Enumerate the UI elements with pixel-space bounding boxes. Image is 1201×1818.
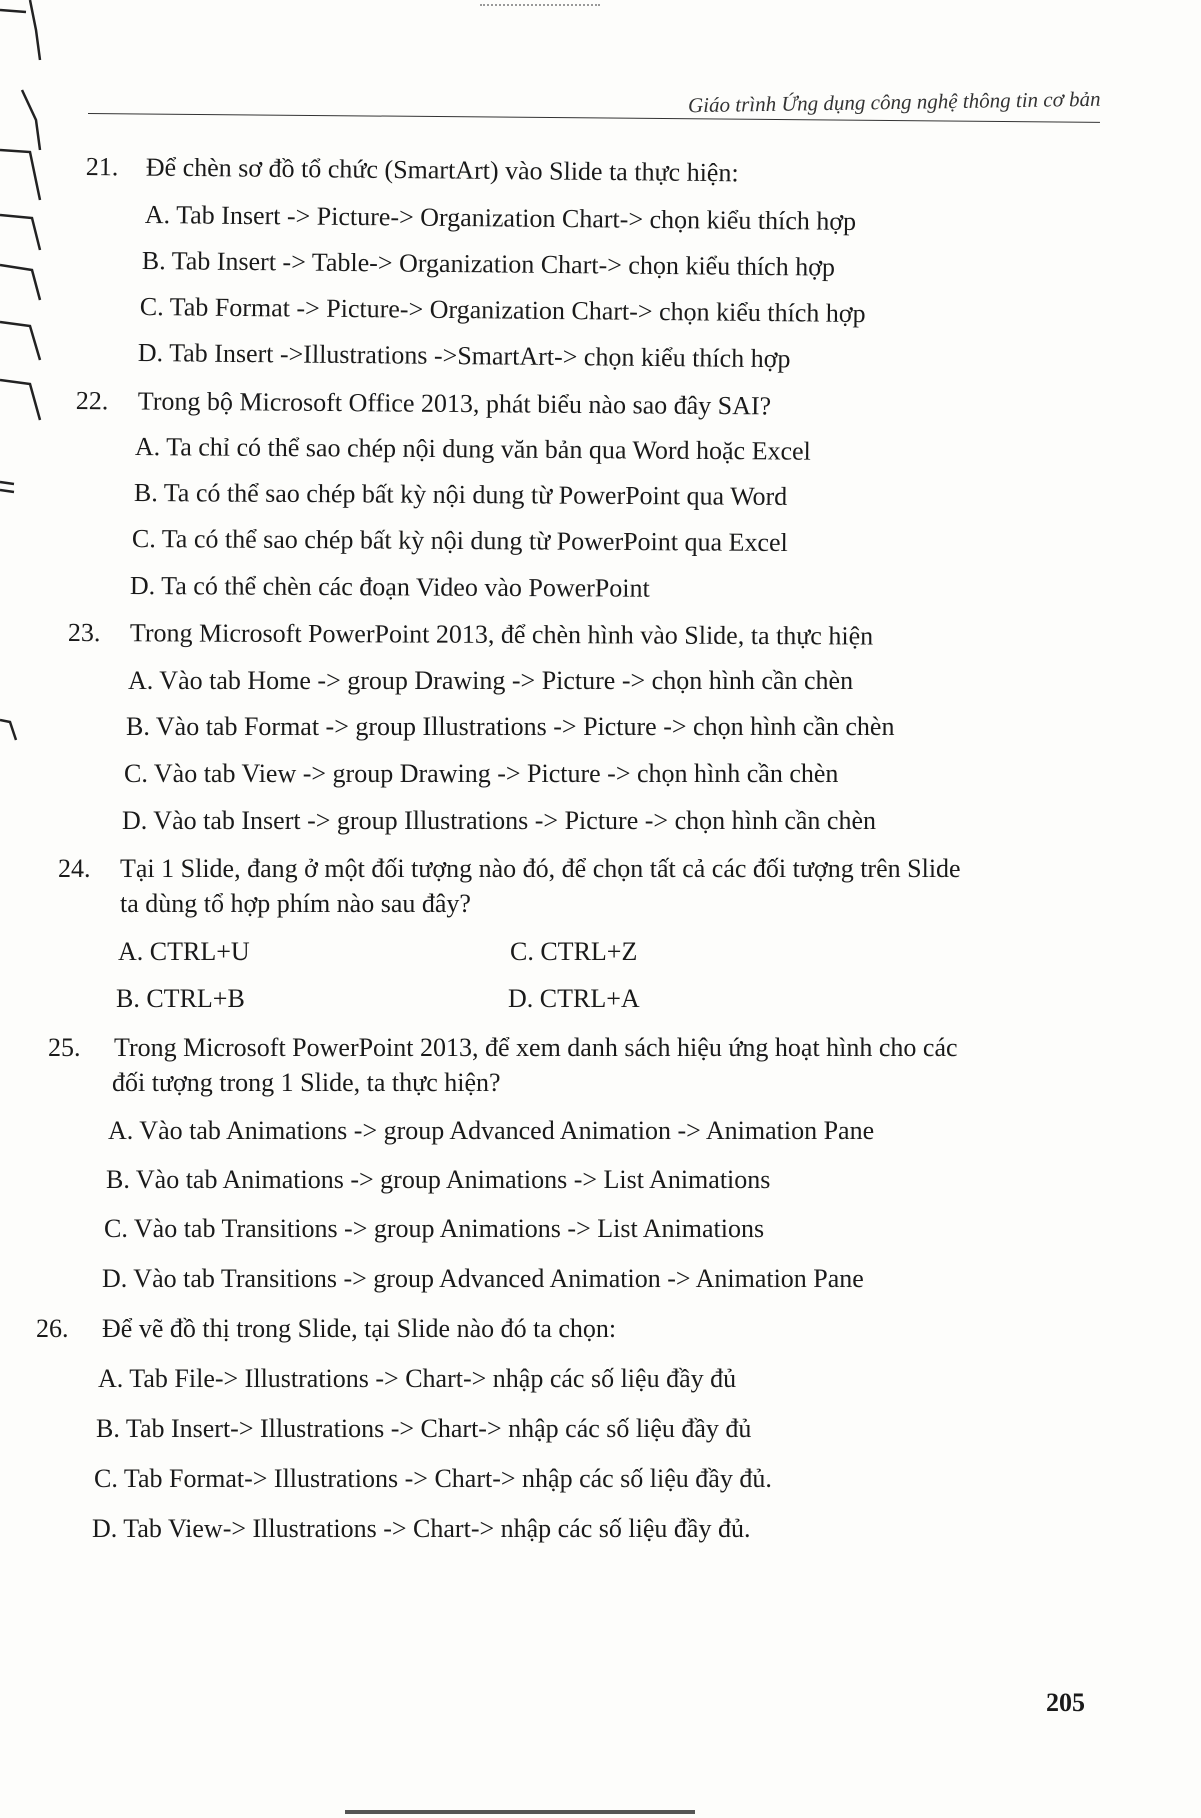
question-number: 24.: [58, 854, 91, 883]
option-23-a: A. Vào tab Home -> group Drawing -> Picture -> chọn hình cần chèn: [128, 666, 854, 695]
option-24-c: C. CTRL+Z: [510, 937, 638, 966]
question-text: Để vẽ đồ thị trong Slide, tại Slide nào đó ta chọn:: [102, 1314, 617, 1343]
question-number: 25.: [48, 1033, 81, 1062]
option-25-a: A. Vào tab Animations -> group Advanced Animation -> Animation Pane: [108, 1116, 875, 1145]
question-25-continuation: đối tượng trong 1 Slide, ta thực hiện?: [112, 1068, 501, 1097]
option-26-c: C. Tab Format-> Illustrations -> Chart-> nhập các số liệu đầy đủ.: [94, 1464, 772, 1493]
running-header: Giáo trình Ứng dụng công nghệ thông tin cơ bản: [688, 86, 1102, 118]
option-25-b: B. Vào tab Animations -> group Animations -> List Animations: [106, 1165, 771, 1194]
option-21-a: A. Tab Insert -> Picture-> Organization Chart-> chọn kiểu thích hợp: [144, 199, 857, 236]
option-25-d: D. Vào tab Transitions -> group Advanced Animation -> Animation Pane: [102, 1264, 864, 1293]
scan-edge-artifact: [345, 1810, 695, 1814]
option-22-a: A. Ta chỉ có thể sao chép nội dung văn bản qua Word hoặc Excel: [134, 431, 811, 466]
option-24-a: A. CTRL+U: [118, 937, 250, 966]
question-number: 23.: [67, 618, 101, 648]
option-22-d: D. Ta có thể chèn các đoạn Video vào PowerPoint: [129, 571, 650, 603]
question-number: 21.: [85, 151, 119, 182]
question-text: Tại 1 Slide, đang ở một đối tượng nào đó, để chọn tất cả các đối tượng trên Slide: [120, 854, 961, 883]
question-text: Trong bộ Microsoft Office 2013, phát biểu nào sao đây SAI?: [137, 386, 772, 421]
question-number: 26.: [36, 1314, 69, 1343]
option-24-b: B. CTRL+B: [116, 984, 245, 1013]
question-text: Trong Microsoft PowerPoint 2013, để chèn hình vào Slide, ta thực hiện: [129, 618, 874, 651]
option-21-c: C. Tab Format -> Picture-> Organization Chart-> chọn kiểu thích hợp: [139, 291, 866, 328]
option-26-b: B. Tab Insert-> Illustrations -> Chart-> nhập các số liệu đầy đủ: [96, 1414, 752, 1443]
option-21-d: D. Tab Insert ->Illustrations ->SmartArt-> chọn kiểu thích hợp: [137, 337, 791, 374]
question-text: Để chèn sơ đồ tổ chức (SmartArt) vào Slide ta thực hiện:: [145, 152, 739, 188]
option-23-c: C. Vào tab View -> group Drawing -> Picture -> chọn hình cần chèn: [124, 759, 839, 788]
page-number: 205: [1046, 1688, 1085, 1717]
question-24-continuation: ta dùng tổ hợp phím nào sau đây?: [120, 889, 471, 918]
option-26-d: D. Tab View-> Illustrations -> Chart-> nhập các số liệu đầy đủ.: [92, 1514, 751, 1543]
option-23-b: B. Vào tab Format -> group Illustrations -> Picture -> chọn hình cần chèn: [126, 712, 895, 741]
question-number: 22.: [75, 385, 109, 416]
question-text: Trong Microsoft PowerPoint 2013, để xem danh sách hiệu ứng hoạt hình cho các: [114, 1033, 958, 1062]
option-25-c: C. Vào tab Transitions -> group Animations -> List Animations: [104, 1214, 765, 1243]
option-26-a: A. Tab File-> Illustrations -> Chart-> nhập các số liệu đầy đủ: [98, 1364, 737, 1393]
option-22-c: C. Ta có thể sao chép bất kỳ nội dung từ PowerPoint qua Excel: [131, 523, 788, 558]
option-22-b: B. Ta có thể sao chép bất kỳ nội dung từ PowerPoint qua Word: [133, 477, 788, 511]
option-21-b: B. Tab Insert -> Table-> Organization Chart-> chọn kiểu thích hợp: [141, 245, 836, 282]
option-23-d: D. Vào tab Insert -> group Illustrations -> Picture -> chọn hình cần chèn: [122, 806, 876, 835]
option-24-d: D. CTRL+A: [508, 984, 640, 1013]
